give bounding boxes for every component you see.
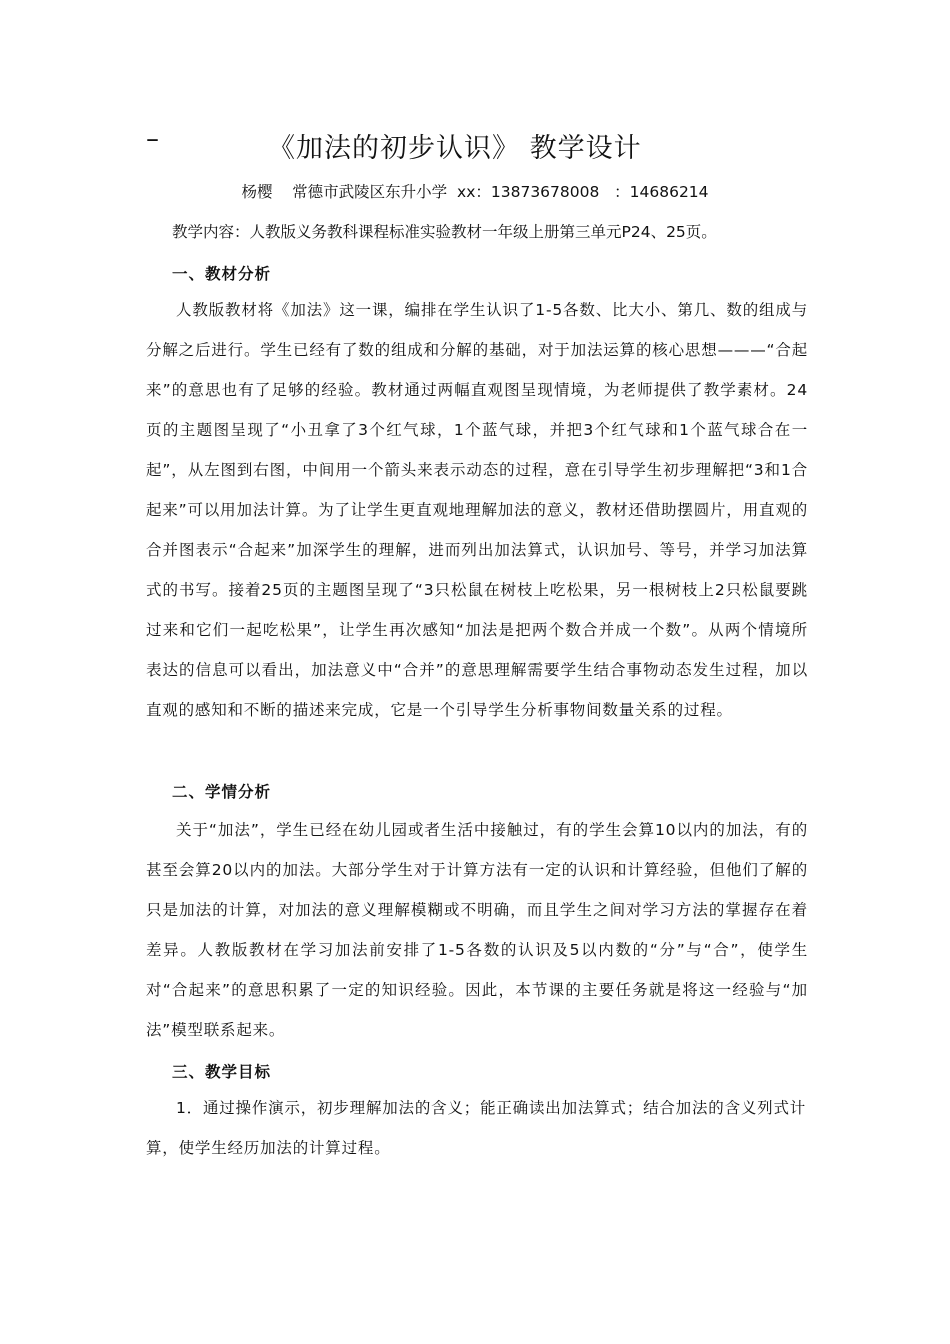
section-heading-teaching-goals: 三、教学目标 (172, 1063, 272, 1081)
section-text-student-analysis: 关于“加法”，学生已经在幼儿园或者生活中接触过，有的学生会算10以内的加法，有的甚至会算20以内的加法。大部分学生对于计算方法有一定的认识和计算经验，但他们了解的只是加法的计算，对加法的意义理解模糊或不明确，而且学生之间对学习方法的掌握存在着差异。人教版教材在学习加法前安排了1-5各数的认识及5以内数的“分”与“合”，使学生对“合起来”的意思积累了一定的知识经验。因此，本节课的主要任务就是将这一经验与“加法”模型联系起来。 (146, 821, 808, 1039)
author-line: 杨樱 常德市武陵区东升小学 xx：13873678008 ：14686214 (241, 183, 709, 201)
section-text-textbook-analysis: 人教版教材将《加法》这一课，编排在学生认识了1-5各数、比大小、第几、数的组成与分解之后进行。学生已经有了数的组成和分解的基础，对于加法运算的核心思想———“合起来”的意思也有了足够的经验。教材通过两幅直观图呈现情境，为老师提供了教学素材。24页的主题图呈现了“小丑拿了3个红气球，1个蓝气球，并把3个红气球和1个蓝气球合在一起”，从左图到右图，中间用一个箭头来表示动态的过程，意在引导学生初步理解把“3和1合起来”可以用加法计算。为了让学生更直观地理解加法的意义，教材还借助摆圆片，用直观的合并图表示“合起来”加深学生的理解，进而列出加法算式，认识加号、等号，并学习加法算式的书写。接着25页的主题图呈现了“3只松鼠在树枝上吃松果，另一根树枝上2只松鼠要跳过来和它们一起吃松果”，让学生再次感知“加法是把两个数合并成一个数”。从两个情境所表达的信息可以看出，加法意义中“合并”的意思理解需要学生结合事物动态发生过程，加以直观的感知和不断的描述来完成，它是一个引导学生分析事物间数量关系的过程。 (146, 301, 808, 719)
section-heading-textbook-analysis: 一、教材分析 (172, 265, 272, 283)
title-dash: – (146, 124, 159, 154)
section-heading-student-analysis: 二、学情分析 (172, 783, 272, 801)
teaching-content: 教学内容：人教版义务教科课程标准实验教材一年级上册第三单元P24、25页。 (172, 223, 717, 241)
document-title: 《加法的初步认识》 教学设计 (268, 133, 642, 164)
goal-item-1: 1．通过操作演示，初步理解加法的含义；能正确读出加法算式；结合加法的含义列式计算，使学生经历加法的计算过程。 (146, 1099, 807, 1157)
